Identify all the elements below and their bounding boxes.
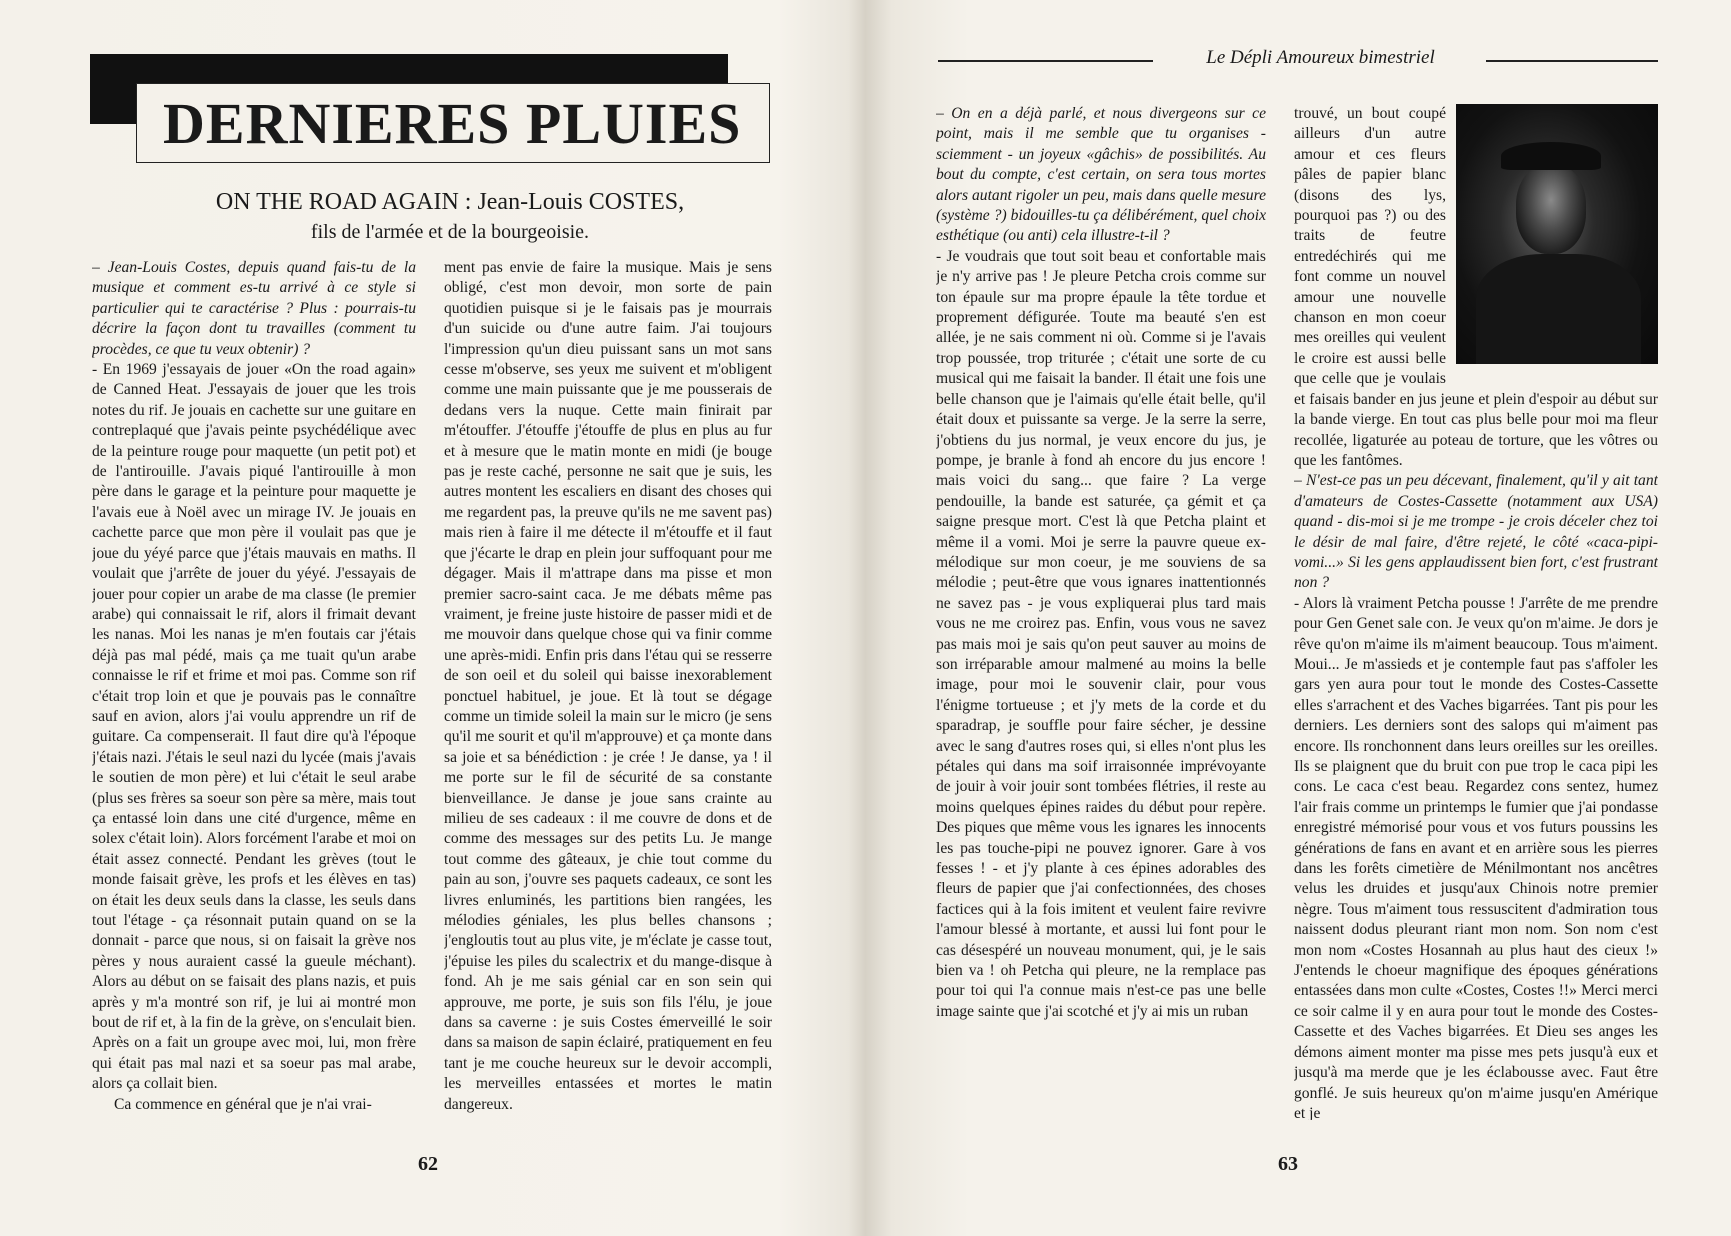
right-column-2 [1294,104,1658,1120]
title-box [136,83,770,163]
interview-question: – Jean-Louis Costes, depuis quand fais-tu de la musique et comment es-tu arrivé à ce style si particulier qui te caractérise ? Plus : pourrais-tu décrire la façon dont tu travailles (comment tu procèdes, ce que tu veux obtenir) ? [92,259,416,358]
page-number: 63 [1278,1153,1298,1175]
subtitle-line-1: ON THE ROAD AGAIN : Jean-Louis COSTES, [215,189,685,215]
interview-question: – On en a déjà parlé, et nous divergeons sur ce point, mais il me semble que tu organises - sciemment - un joyeux «gâchis» de possibilités. Au bout du compte, c'est certain, on sera tous mortes alors autant rigoler un peu, mais dans quelle mesure (système ?) bidouilles-tu ça délibérément, quel choix esthétique (ou anti) cela illustre-t-il ? [936,105,1266,245]
right-page [866,0,1731,1236]
header-rule [1486,60,1658,62]
page-number: 62 [418,1153,438,1175]
photo-body-shape [1476,254,1641,364]
photo-face-shape [1516,164,1586,254]
photo-cap-shape [1501,142,1601,170]
paragraph: ment pas envie de faire la musique. Mais je sens obligé, c'est mon devoir, mon sorte de pain quotidien puisque si je le faisais pas je mourrais d'un suicide ou d'une autre faim. J'ai toujours l'impression qu'un dieu puissant sans un mot sans cesse m'observe, ses yeux me suivent et m'obligent comme une main puissante que je me pousserais de dedans vers la nuque. Cette main finirait par m'étouffer. J'étouffe j'étouffe de plus en plus au fur et à mesure que le matin monte en midi (je bouge pas je reste caché, personne ne sait que je suis, les autres montent les escaliers en disant des choses qui me regardent pas, la preuve qu'ils ne me savent pas) mais rien à faire il me détecte il m'étouffe et il faut que j'écarte le drap en plein jour suffoquant pour me dégager. Mais il m'attrape dans ma pisse et mon premier sacro-saint caca. Je me débats même pas vraiment, je freine juste histoire de passer midi et de me mouvoir dans quelque chose qui va finir comme une après-midi. Enfin pris dans l'étau qui se resserre de son oeil et du soleil qui baisse inexorablement ponctuel habituel, je joue. Et là tout se dégage comme un timide soleil la main sur le micro (je sens qu'il me sourit et qu'il m'approuve) et ça monte dans sa joie et sa bénédiction : je crée ! Je danse, ya ! il me porte sur le fil de sécurité de sa constante bienveillance. Je danse je joue sans crainte au milieu de ses cadeaux : il me couvre de dons et de comme des messages sur des petits Lu. Je mange tout comme des gâteaux, je chie tout comme du pain au son, j'ouvre ses paquets cadeaux, ce sont les livres enluminés, les partitions bien rangées, les mélodies géniales, les plus belles chansons ; j'engloutis tout au plus vite, je m'éclate je casse tout, j'épuise les piles du scalectrix et du mange-disque à fond. Ah je me sais génial car en son sein qui approuve, me porte, je suis son fils l'élu, je joue dans sa caverne : je suis Costes émerveillé le soir dans sa maison de sapin éclairé, pratiquement en feu tant je me couche heureux sur le devoir accompli, les merveilles entassées et mortes le matin dangereux. [444,259,772,1113]
right-column-1 [936,104,1266,1120]
paragraph: Ca commence en général que je n'ai vrai- [114,1095,372,1113]
article-subtitle [120,186,780,246]
interview-answer: - En 1969 j'essayais de jouer «On the road again» de Canned Heat. J'essayais de jouer que les trois notes du rif. Je jouais en cachette sur une guitare en contreplaqué que j'avais peinte psychédélique avec de la peinture rouge pour maquette (un petit pot) et de l'antirouille. J'avais piqué l'antirouille à mon père dans le garage et la peinture pour maquette je l'avais eue à Noël avec un mirage IV. Je jouais en cachette parce que mon père il voulait pas que je joue du yéyé parce que j'étais mauvais en maths. Il voulait que j'arrête de jouer du yéyé. J'essayais de jouer pour copier un arabe de ma classe (le premier arabe) qui connaissait le rif, alors il frimait devant les nanas. Moi les nanas je m'en foutais car j'étais déjà pas mal pédé, mais ça me tuait qu'un arabe connaisse le rif et frime et moi pas. Comme son rif c'était trop loin et que je pouvais pas le connaître sauf en avion, alors j'ai voulu apprendre un rif de guitare. Ca compenserait. Il faut dire qu'à l'époque j'étais nazi. J'étais le seul nazi du lycée (mais j'avais le soutien de mon père) et lui c'était le seul arabe (plus ses frères sa soeur son père sa mère, mais tout ça entassé loin dans une cité d'urgence, même en solex c'était loin). Alors forcément l'arabe et moi on était assez connecté. Pendant les grèves (tout le monde faisait grève, les profs et les élèves en tas) on était les deux seuls dans la classe, les seuls dans tout l'étage - ça résonnait putain quand on se la donnait - parce que nous, si on faisait la grève nos pères y nous auraient cassé la gueule méchant). Alors au début on se faisait des plans nazis, et puis après y m'a montré son rif, je lui ai montré mon bout de rif et, à la fin de la grève, on s'enculait bien. Après on a fait un groupe avec moi, lui, mon frère qui était pas mal nazi et sa soeur pas mal arabe, alors ça collait bien. [92,361,416,1093]
header-rule [938,60,1153,62]
portrait-photo [1456,104,1658,364]
running-title: Le Dépli Amoureux bimestriel [1206,47,1435,68]
interview-answer: trouvé, un bout coupé ailleurs d'un autre amour et ces fleurs pâles de papier blanc (disons des lys, pourquoi pas ?) ou des traits de feutre entredéchirés qui me font comme un nouvel amour une nouvelle chanson en mon coeur mes oreilles qui veulent le croire est aussi belle que celle que je voulais et faisais bander en jus jeune et plein d'espoir au début sur la bande vierge. En tout cas plus belle pour moi ma fleur recollée, ligaturée au poteau de torture, que les vôtres ou que les fantômes. [1294,105,1658,469]
interview-answer: - Je voudrais que tout soit beau et confortable mais je n'y arrive pas ! Je pleure Petcha crois comme sur ton épaule sur ma propre épaule la tête tordue et proprement défigurée. Toute ma beauté s'en est allée, je ne sais comment ni où. Comme si je l'avais trop poussée, trop triturée ; c'était une sorte de cu musical qui me faisait la bander. Il était une fois une belle chanson que je l'aimais qu'elle était belle, qu'il était doux et puissante sa verge. Je la serre la serre, j'obtiens du jus normal, je veux encore du jus, je pompe, je branle à fond ah encore du jus encore ! mais voici du sang... que faire ? La verge pendouille, la bande est saturée, ça gémit et ça saigne presque mort. C'est là que Petcha plaint et même il a vomi. Moi je serre la pauvre queue ex-mélodique sur mon coeur, je me souviens de sa mélodie ; peut-être que vous ignares inattentionnés ne savez pas - je vous expliquerai plus tard mais vous ne me croirez pas. Enfin, vous vous ne savez pas mais moi je sais qu'on peut sauver au moins de son irréparable amour malmené au moins la belle image, pour moi le souvenir clair, pour vous l'énigme tortueuse ; et j'y mets de la corde et du sparadrap, je souffle pour faire sécher, je dessine avec le sang d'autres roses qui, si elles n'ont plus les pétales qui dans ma soif irraisonnée imprévoyante de jouir à voir jouir sont tombées flétries, il reste au moins quelques épines raides du début pour repère. Des piques que même vous les ignares les innocents les pas touche-pipi ne pouvez ignorer. Gare à vos fesses ! - et j'y plante à ces épines adorables des fleurs de papier que j'ai confectionnées, des choses factices qui à la fois imitent et veulent faire revivre l'amour blessé à mortante, et aussi lui font pour le cas désespéré un nouveau monument, qui, je le sais bien va ! oh Petcha qui pleure, ne la remplace pas pour toi qui l'a connue mais n'est-ce pas une belle image sainte que j'ai scotché et j'y ai mis un ruban [936,247,1266,1020]
interview-answer: - Alors là vraiment Petcha pousse ! J'arrête de me prendre pour Gen Genet sale con. Je veux qu'on m'aime. Je dors je rêve qu'on m'aime ils m'aiment beaucoup. Tous m'aiment. Moui... Je m'assieds et je contemple faut pas s'affoler les gars yen aura pour tout le monde des Costes-Cassette elles s'arrachent et des Vaches bigarrées. Tant pis pour les derniers. Les derniers sont des salops qui m'aiment pas encore. Ils ronchonnent dans leurs oreilles sur les oreilles. Ils se plaignent que du bruit con pue trop le caca pipi les cons. Le caca c'est beau. Regardez cons sentez, humez l'air frais comme un printemps le fumier que j'ai pondasse enregistré mémorisé pour vous et vos futurs poussins les générations de fans en avant et en arrière sous les pierres dans les forêts cimetière de Ménilmontant nos ancêtres velus les druides et jusqu'aux Chinois notre premier nègre. Tous m'aiment tous ressuscitent d'admiration tous naissent dodus pleurant riant mon nom. Son nom c'est mon nom «Costes Hosannah au plus haut des cieux !» J'entends le choeur magnifique des époques générations entassées dans mon culte «Costes, Costes !!» Merci merci ce soir calme il y en aura pour tout le monde des Costes-Cassette et des Vaches bigarrées. Et Dieu ses anges les démons aiment monter ma pisse mes pets jusqu'à eux et jusqu'à ma merde que je les éclabousse avec. Faut être gonflé. Je suis heureux qu'on m'aime jusqu'en Amérique et je [1294,594,1658,1120]
left-column-1 [92,258,416,1113]
subtitle-line-2: fils de l'armée et de la bourgeoisie. [310,221,590,243]
running-header [938,44,1658,78]
left-column-2 [444,258,772,1124]
article-title: DERNIERES PLUIES [163,91,742,156]
interview-question: – N'est-ce pas un peu décevant, finalement, qu'il y ait tant d'amateurs de Costes-Cassette (notamment aux USA) quand - dis-moi si je me trompe - je crois déceler chez toi le désir de mal faire, d'être rejeté, le côté «caca-pipi-vomi...» Si les gens applaudissent bien fort, c'est frustrant non ? [1294,472,1658,592]
